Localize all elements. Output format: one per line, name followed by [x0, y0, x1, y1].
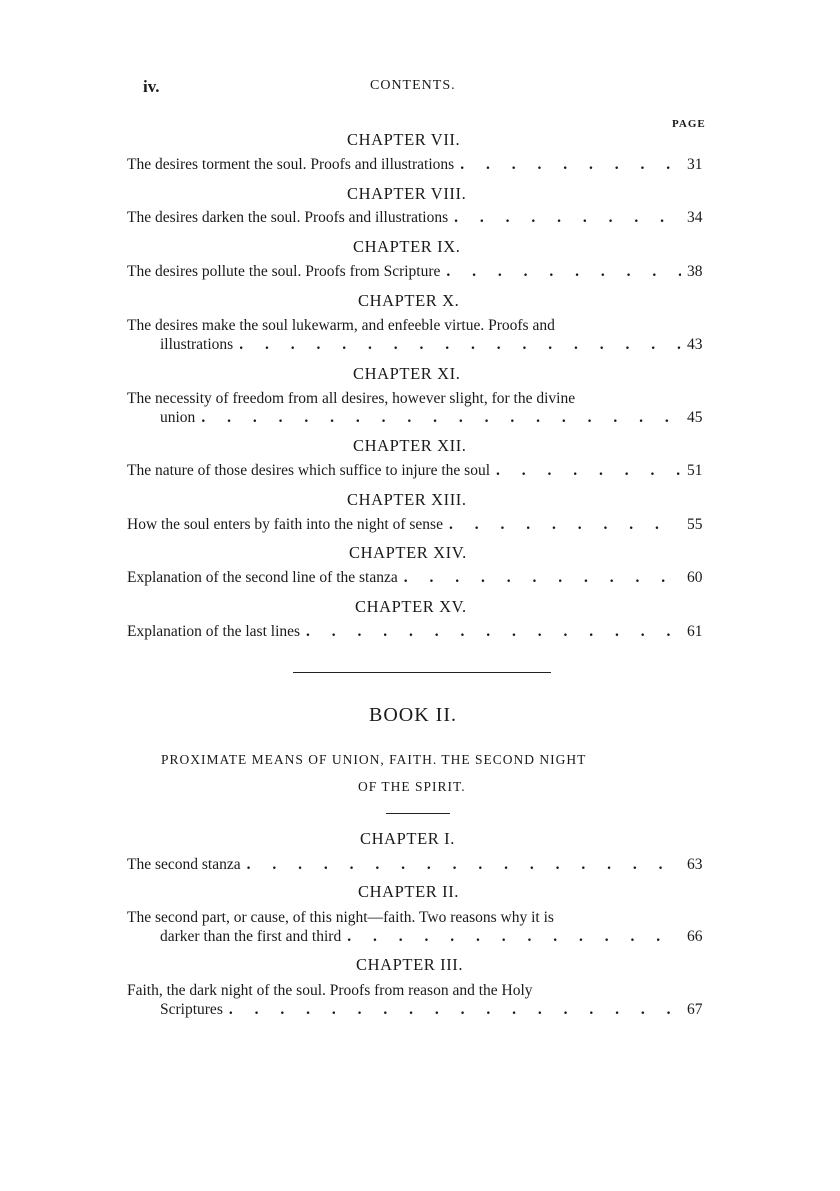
section-divider	[293, 672, 551, 673]
toc-entry	[127, 981, 707, 1019]
dot-leader	[404, 568, 681, 587]
entry-title: The nature of those desires which suffice to injure the soul	[127, 462, 491, 479]
chapter-heading: CHAPTER VIII.	[347, 184, 467, 203]
book-title: BOOK II.	[369, 704, 457, 726]
entry-title: The desires make the soul lukewarm, and enfeeble virtue. Proofs and	[127, 317, 555, 334]
entry-title-cont: union	[160, 409, 196, 426]
toc-entry	[127, 461, 707, 480]
entry-title-cont: Scriptures	[160, 1001, 223, 1018]
entry-page: 43	[687, 336, 703, 353]
dot-leader	[446, 262, 681, 281]
dot-leader	[306, 622, 681, 641]
entry-page: 67	[687, 1001, 703, 1018]
entry-title: Explanation of the last lines	[127, 623, 301, 640]
entry-title: The necessity of freedom from all desires, however slight, for the divine	[127, 390, 576, 407]
entry-page: 38	[687, 263, 703, 280]
chapter-heading: CHAPTER II.	[358, 882, 460, 901]
entry-title-cont: darker than the first and third	[160, 928, 342, 945]
entry-page: 55	[687, 516, 703, 533]
dot-leader	[247, 855, 681, 874]
toc-entry	[127, 208, 707, 227]
chapter-heading: CHAPTER VII.	[347, 130, 461, 149]
entry-page: 31	[687, 156, 703, 173]
short-divider	[386, 813, 450, 814]
dot-leader	[201, 408, 681, 427]
toc-entry	[127, 155, 707, 174]
toc-entry	[127, 622, 707, 641]
chapter-heading: CHAPTER XII.	[353, 436, 467, 455]
book-subtitle: OF THE SPIRIT.	[358, 779, 466, 794]
chapter-heading: CHAPTER X.	[358, 291, 460, 310]
entry-page: 66	[687, 928, 703, 945]
entry-title: The desires torment the soul. Proofs and illustrations	[127, 156, 455, 173]
entry-title: How the soul enters by faith into the night of sense	[127, 516, 443, 533]
toc-entry	[127, 855, 707, 874]
toc-entry	[127, 568, 707, 587]
entry-page: 34	[687, 209, 703, 226]
dot-leader	[229, 1000, 681, 1019]
entry-page: 51	[687, 462, 703, 479]
entry-title: The second stanza	[127, 856, 241, 873]
book-subtitle: PROXIMATE MEANS OF UNION, FAITH. THE SECOND NIGHT	[161, 752, 587, 767]
entry-page: 45	[687, 409, 703, 426]
page-column-label: PAGE	[672, 118, 706, 130]
chapter-heading: CHAPTER XI.	[353, 364, 461, 383]
running-title: CONTENTS.	[370, 78, 456, 93]
toc-entry	[127, 389, 707, 427]
toc-entry	[127, 515, 707, 534]
entry-page: 60	[687, 569, 703, 586]
entry-title: The desires pollute the soul. Proofs from Scripture	[127, 263, 441, 280]
dot-leader	[496, 461, 681, 480]
dot-leader	[460, 155, 681, 174]
entry-page: 63	[687, 856, 703, 873]
chapter-heading: CHAPTER IX.	[353, 237, 461, 256]
entry-title: The desires darken the soul. Proofs and illustrations	[127, 209, 449, 226]
entry-title: Faith, the dark night of the soul. Proofs from reason and the Holy	[127, 982, 533, 999]
chapter-heading: CHAPTER XV.	[355, 597, 467, 616]
page-number: iv.	[143, 77, 160, 96]
chapter-heading: CHAPTER XIII.	[347, 490, 467, 509]
chapter-heading: CHAPTER III.	[356, 955, 464, 974]
dot-leader	[449, 515, 681, 534]
dot-leader	[454, 208, 681, 227]
entry-title-cont: illustrations	[160, 336, 234, 353]
dot-leader	[347, 927, 681, 946]
dot-leader	[239, 335, 681, 354]
toc-entry	[127, 908, 707, 946]
entry-title: Explanation of the second line of the stanza	[127, 569, 398, 586]
chapter-heading: CHAPTER I.	[360, 829, 455, 848]
entry-page: 61	[687, 623, 703, 640]
entry-title: The second part, or cause, of this night—faith. Two reasons why it is	[127, 909, 554, 926]
chapter-heading: CHAPTER XIV.	[349, 543, 467, 562]
toc-entry	[127, 316, 707, 354]
toc-entry	[127, 262, 707, 281]
